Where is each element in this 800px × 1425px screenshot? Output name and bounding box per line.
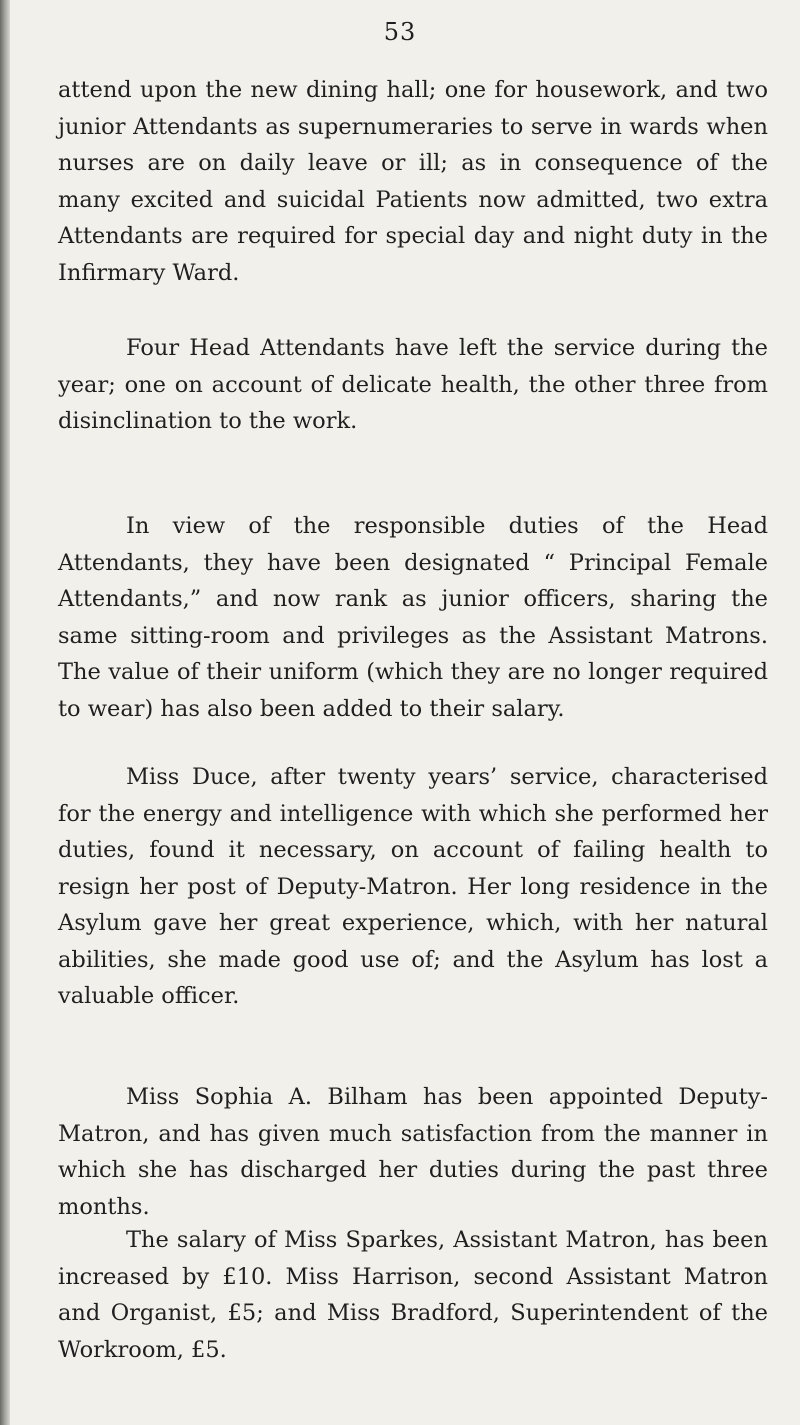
paragraph-principal-female-attendants: In view of the responsible duties of the Head Attendants, they have been designated “ Principal Female Attendants,” and now rank as junior officers, sharing the same sitting-room and privileges as the Assistant Matrons. The value of their uniform (which they are no longer required to wear) has also been added to their salary. [58,513,768,722]
page-binding-edge [0,0,10,1425]
paragraph-continuation: attend upon the new dining hall; one for housework, and two junior Attendants as supernumeraries to serve in wards when nurses are on daily leave or ill; as in consequence of the many excited and suicidal Patients now admitted, two extra Attendants are required for special day and night duty in the Infirmary Ward. [58,77,768,286]
paragraph-miss-duce: Miss Duce, after twenty years’ service, characterised for the energy and intelligence with which she performed her duties, found it necessary, on account of failing health to resign her post of Deputy-Matron. Her long residence in the Asylum gave her great experience, which, with her natural abilities, she made good use of; and the Asylum has lost a valuable officer. [58,764,768,1009]
paragraph-miss-bilham: Miss Sophia A. Bilham has been appointed Deputy-Matron, and has given much satisfaction from the manner in which she has discharged her duties during the past three months. [58,1084,768,1220]
paragraph-salaries: The salary of Miss Sparkes, Assistant Matron, has been increased by £10. Miss Harrison, second Assistant Matron and Organist, £5; and Miss Bradford, Superintendent of the Workroom, £5. [58,1227,768,1363]
paragraph-head-attendants-left: Four Head Attendants have left the service during the year; one on account of delicate health, the other three from disinclination to the work. [58,335,768,434]
page-number: 53 [383,18,417,46]
